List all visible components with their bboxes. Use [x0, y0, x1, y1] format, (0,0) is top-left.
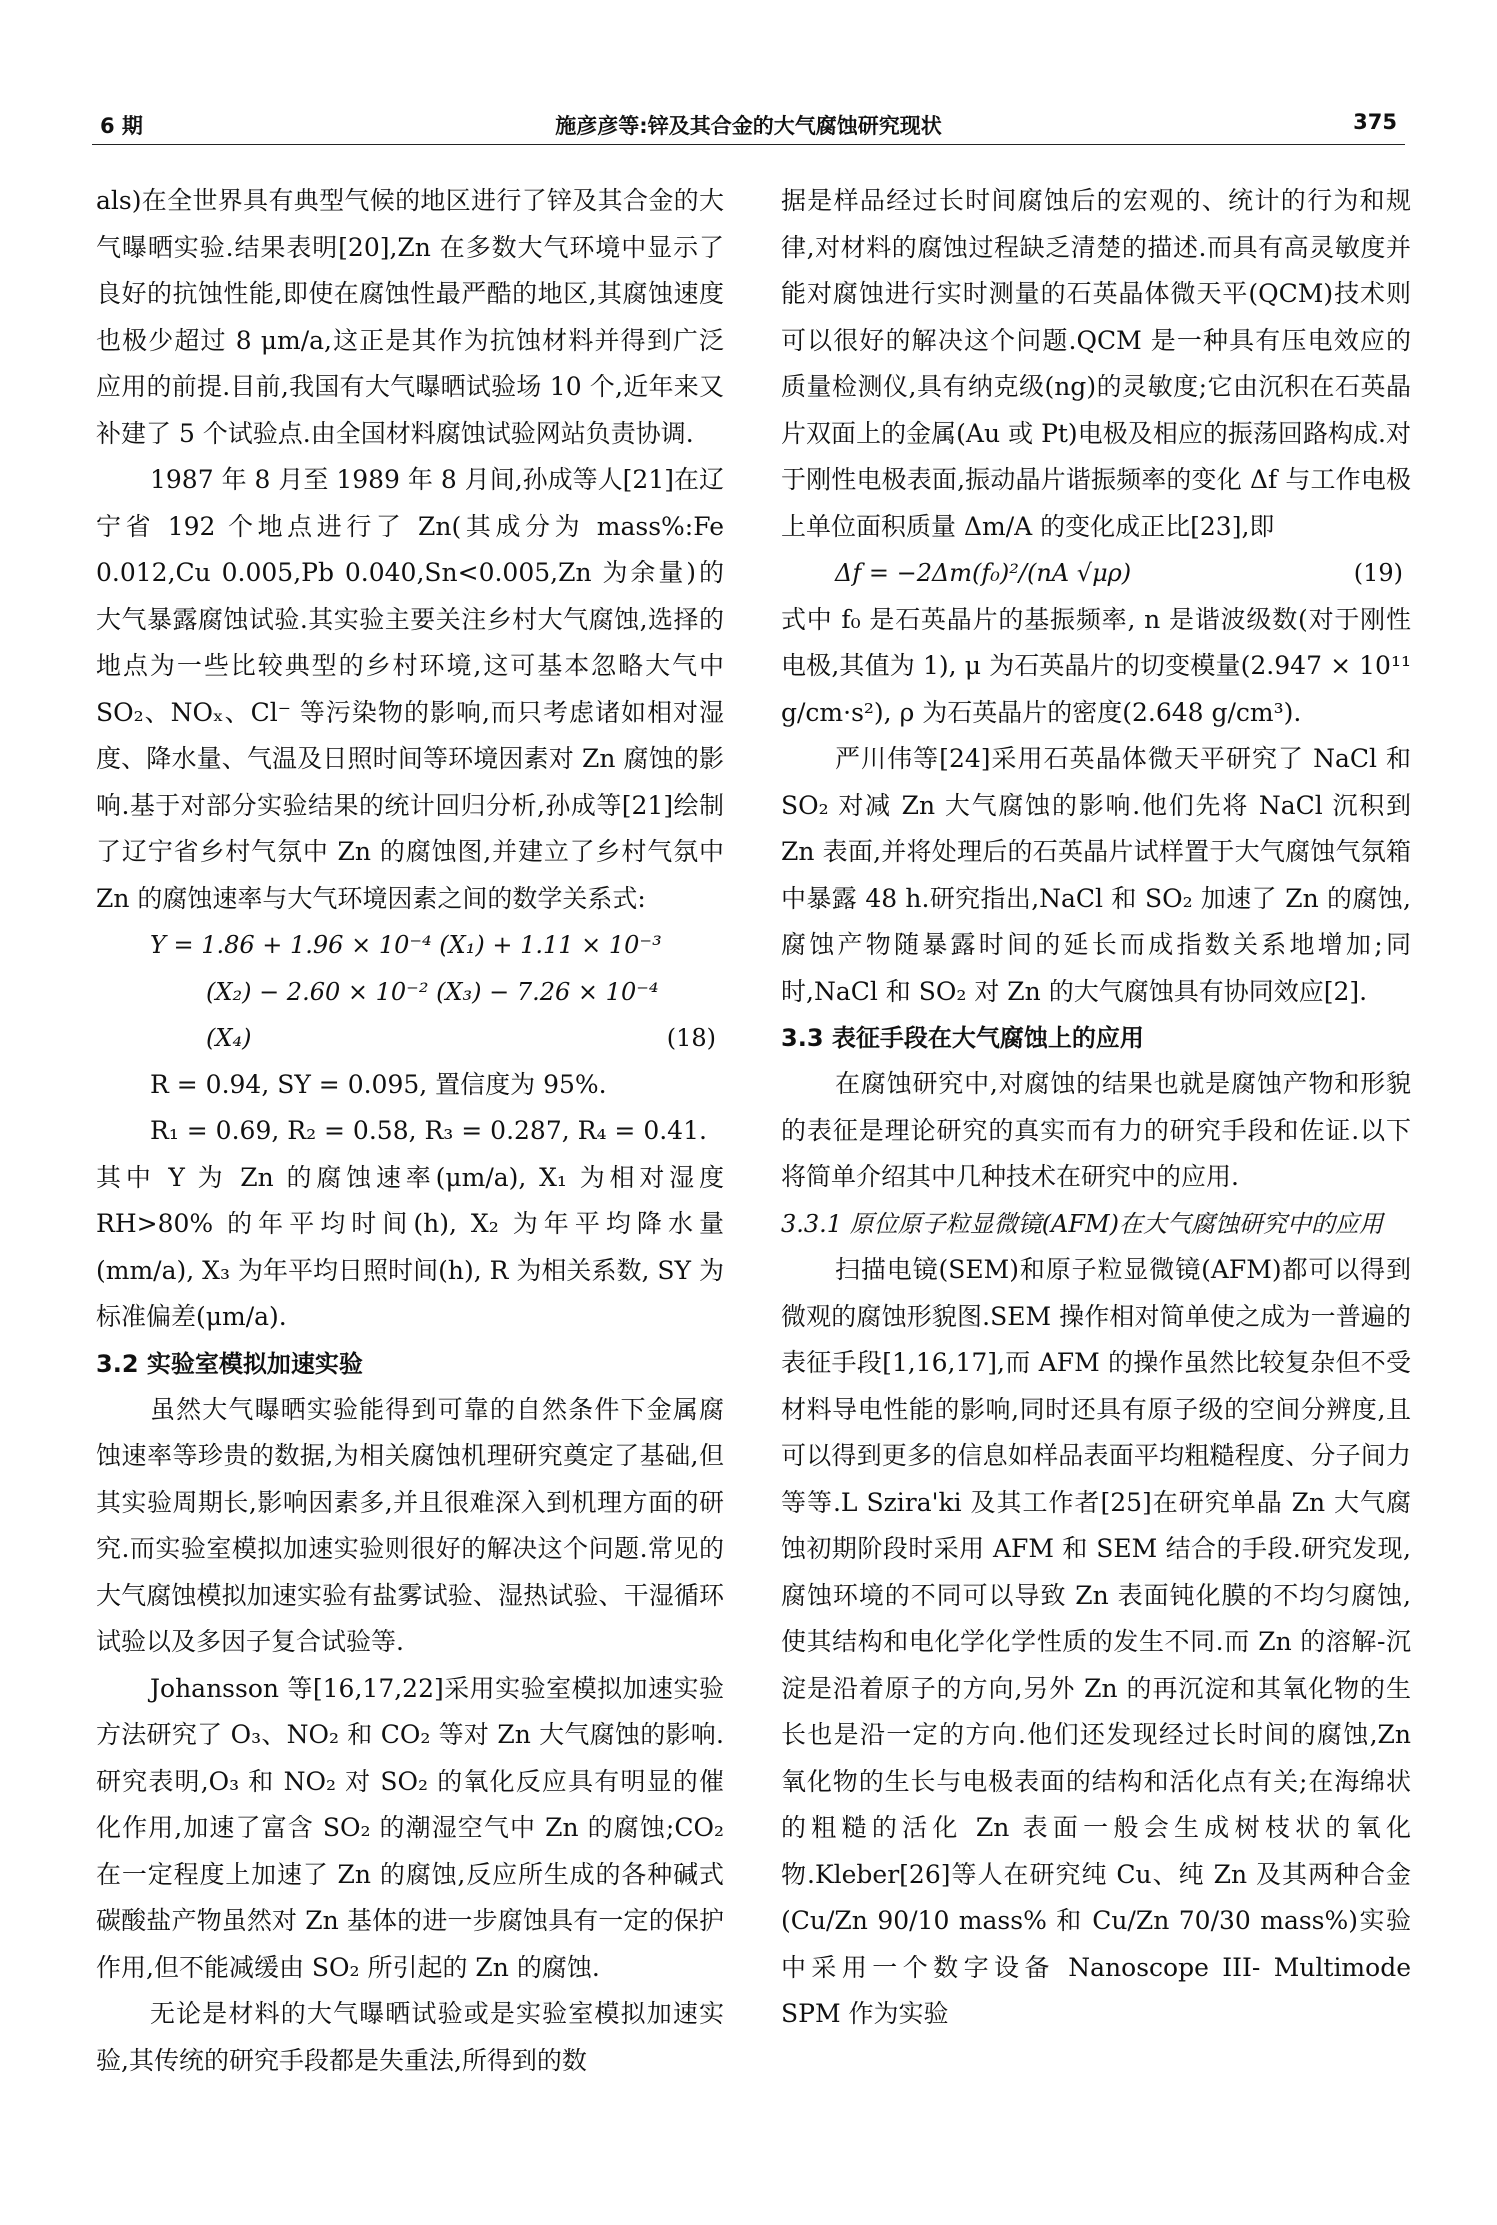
equation-18-line-3: [96, 1015, 724, 1062]
paragraph: 严川伟等[24]采用石英晶体微天平研究了 NaCl 和 SO₂ 对减 Zn 大气腐蚀的影响.他们先将 NaCl 沉积到 Zn 表面,并将处理后的石英晶片试样置于大气腐蚀气氛箱中暴露 48 h.研究指出,NaCl 和 SO₂ 加速了 Zn 的腐蚀,腐蚀产物随暴露时间的延长而成指数关系地增加;同时,NaCl 和 SO₂ 对 Zn 的大气腐蚀具有协同效应[2].: [781, 744, 1411, 1006]
subsection-heading: 3.3.1 原位原子粒显微镜(AFM)在大气腐蚀研究中的应用: [781, 1209, 1383, 1238]
paragraph: 其中 Y 为 Zn 的腐蚀速率(μm/a), X₁ 为相对湿度 RH>80% 的年平均时间(h), X₂ 为年平均降水量(mm/a), X₃ 为年平均日照时间(h), R 为相关系数, SY 为标准偏差(μm/a).: [96, 1162, 724, 1331]
issue-number: 6 期: [100, 114, 143, 138]
section-heading: 3.3 表征手段在大气腐蚀上的应用: [781, 1024, 1144, 1052]
page-number: 375: [1353, 110, 1397, 134]
equation-18-term: (X₄): [206, 1024, 252, 1052]
running-title: 施彦彦等:锌及其合金的大气腐蚀研究现状: [555, 114, 942, 138]
paragraph: 扫描电镜(SEM)和原子粒显微镜(AFM)都可以得到微观的腐蚀形貌图.SEM 操作相对简单使之成为一普遍的表征手段[1,16,17],而 AFM 的操作虽然比较复杂但不受材料导电性能的影响,同时还具有原子级的空间分辨度,且可以得到更多的信息如样品表面平均粗糙程度、分子间力等等.L Szira'ki 及其工作者[25]在研究单晶 Zn 大气腐蚀初期阶段时采用 AFM 和 SEM 结合的手段.研究发现,腐蚀环境的不同可以导致 Zn 表面钝化膜的不均匀腐蚀,使其结构和电化学化学性质的发生不同.而 Zn 的溶解-沉淀是沿着原子的方向,另外 Zn 的再沉淀和其氧化物的生长也是沿一定的方向.他们还发现经过长时间的腐蚀,Zn 氧化物的生长与电极表面的结构和活化点有关;在海绵状的粗糙的活化 Zn 表面一般会生成树枝状的氧化物.Kleber[26]等人在研究纯 Cu、纯 Zn 及其两种合金(Cu/Zn 90/10 mass% 和 Cu/Zn 70/30 mass%)实验中采用一个数字设备 Nanoscope III- Multimode SPM 作为实验: [781, 1255, 1411, 2028]
equation-number: (19): [1353, 559, 1403, 587]
paragraph: 无论是材料的大气曝晒试验或是实验室模拟加速实验,其传统的研究手段都是失重法,所得到的数: [96, 1999, 724, 2075]
statistic-line: R = 0.94, SY = 0.095, 置信度为 95%.: [150, 1069, 607, 1099]
paragraph: 1987 年 8 月至 1989 年 8 月间,孙成等人[21]在辽宁省 192 个地点进行了 Zn(其成分为 mass%:Fe 0.012,Cu 0.005,Pb 0.040,Sn<0.005,Zn 为余量)的大气暴露腐蚀试验.其实验主要关注乡村大气腐蚀,选择的地点为一些比较典型的乡村环境,这可基本忽略大气中 SO₂、NOₓ、Cl⁻ 等污染物的影响,而只考虑诸如相对湿度、降水量、气温及日照时间等环境因素对 Zn 腐蚀的影响.基于对部分实验结果的统计回归分析,孙成等[21]绘制了辽宁省乡村气氛中 Zn 的腐蚀图,并建立了乡村气氛中 Zn 的腐蚀速率与大气环境因素之间的数学关系式:: [96, 465, 724, 913]
paragraph: 在腐蚀研究中,对腐蚀的结果也就是腐蚀产物和形貌的表征是理论研究的真实而有力的研究手段和佐证.以下将简单介绍其中几种技术在研究中的应用.: [781, 1069, 1411, 1191]
left-column: [96, 178, 724, 2084]
paragraph: als)在全世界具有典型气候的地区进行了锌及其合金的大气曝晒实验.结果表明[20],Zn 在多数大气环境中显示了良好的抗蚀性能,即使在腐蚀性最严酷的地区,其腐蚀速度也极少超过 8 μm/a,这正是其作为抗蚀材料并得到广泛应用的前提.目前,我国有大气曝晒试验场 10 个,近年来又补建了 5 个试验点.由全国材料腐蚀试验网站负责协调.: [96, 186, 724, 448]
equation-18-line-1: Y = 1.86 + 1.96 × 10⁻⁴ (X₁) + 1.11 × 10⁻³: [150, 931, 662, 959]
paragraph: 虽然大气曝晒实验能得到可靠的自然条件下金属腐蚀速率等珍贵的数据,为相关腐蚀机理研究奠定了基础,但其实验周期长,影响因素多,并且很难深入到机理方面的研究.而实验室模拟加速实验则很好的解决这个问题.常见的大气腐蚀模拟加速实验有盐雾试验、湿热试验、干湿循环试验以及多因子复合试验等.: [96, 1394, 724, 1656]
equation-19-body: Δf = −2Δm(f₀)²/(nA √μρ): [835, 559, 1132, 587]
right-column: [781, 178, 1411, 2038]
paragraph: 式中 f₀ 是石英晶片的基振频率, n 是谐波级数(对于刚性电极,其值为 1), μ 为石英晶片的切变模量(2.947 × 10¹¹ g/cm·s²), ρ 为石英晶片的密度(2.648 g/cm³).: [781, 604, 1411, 727]
equation-number: (18): [666, 1024, 716, 1052]
statistic-line: R₁ = 0.69, R₂ = 0.58, R₃ = 0.287, R₄ = 0.41.: [150, 1116, 707, 1145]
running-header: [92, 108, 1405, 145]
section-heading: 3.2 实验室模拟加速实验: [96, 1349, 363, 1378]
equation-19: [781, 550, 1411, 597]
paragraph: Johansson 等[16,17,22]采用实验室模拟加速实验方法研究了 O₃、NO₂ 和 CO₂ 等对 Zn 大气腐蚀的影响.研究表明,O₃ 和 NO₂ 对 SO₂ 的氧化反应具有明显的催化作用,加速了富含 SO₂ 的潮湿空气中 Zn 的腐蚀;CO₂ 在一定程度上加速了 Zn 的腐蚀,反应所生成的各种碱式碳酸盐产物虽然对 Zn 基体的进一步腐蚀具有一定的保护作用,但不能减缓由 SO₂ 所引起的 Zn 的腐蚀.: [96, 1673, 724, 1982]
paragraph: 据是样品经过长时间腐蚀后的宏观的、统计的行为和规律,对材料的腐蚀过程缺乏清楚的描述.而具有高灵敏度并能对腐蚀进行实时测量的石英晶体微天平(QCM)技术则可以很好的解决这个问题.QCM 是一种具有压电效应的质量检测仪,具有纳克级(ng)的灵敏度;它由沉积在石英晶片双面上的金属(Au 或 Pt)电极及相应的振荡回路构成.对于刚性电极表面,振动晶片谐振频率的变化 Δf 与工作电极上单位面积质量 Δm/A 的变化成正比[23],即: [781, 186, 1411, 541]
equation-18-line-2: (X₂) − 2.60 × 10⁻² (X₃) − 7.26 × 10⁻⁴: [206, 977, 659, 1006]
